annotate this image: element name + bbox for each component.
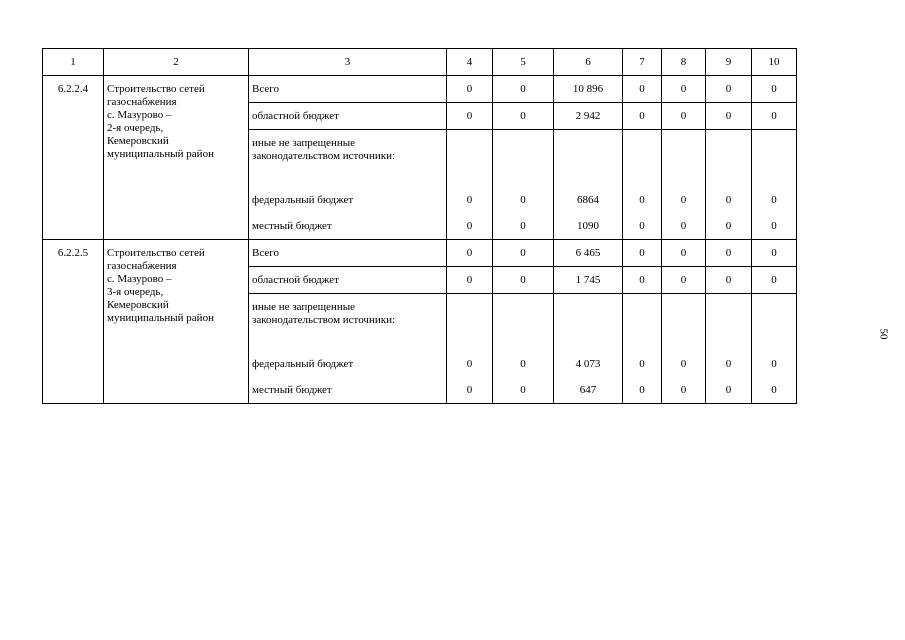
- value-cell: [752, 294, 797, 352]
- value-cell: 0: [623, 213, 662, 240]
- value-cell: 0: [493, 351, 554, 377]
- value-cell: 0: [752, 267, 797, 294]
- value-cell: 0: [493, 377, 554, 404]
- value-cell: [447, 130, 493, 188]
- value-cell: 0: [447, 76, 493, 103]
- value-cell: 0: [706, 377, 752, 404]
- value-cell: 0: [752, 103, 797, 130]
- value-cell: [493, 130, 554, 188]
- value-cell: [447, 294, 493, 352]
- value-cell: 0: [706, 76, 752, 103]
- item-name-line: с. Мазурово –: [107, 109, 172, 121]
- value-cell: 0: [752, 187, 797, 213]
- value-cell: 0: [706, 103, 752, 130]
- value-cell: 0: [623, 187, 662, 213]
- value-cell: 6864: [554, 187, 623, 213]
- source-label: местный бюджет: [249, 377, 447, 404]
- value-cell: 0: [623, 351, 662, 377]
- header-cell: 6: [554, 49, 623, 76]
- header-cell: 10: [752, 49, 797, 76]
- value-cell: 0: [662, 240, 706, 267]
- value-cell: 1 745: [554, 267, 623, 294]
- value-cell: 0: [623, 267, 662, 294]
- value-cell: [706, 294, 752, 352]
- value-cell: 0: [752, 213, 797, 240]
- value-cell: 0: [662, 267, 706, 294]
- source-group-label: [249, 294, 447, 352]
- value-cell: 0: [662, 76, 706, 103]
- page-number: 50: [877, 328, 890, 340]
- value-cell: 0: [447, 187, 493, 213]
- value-cell: 0: [662, 377, 706, 404]
- value-cell: 0: [706, 351, 752, 377]
- header-row: [43, 49, 797, 76]
- value-cell: 0: [447, 103, 493, 130]
- source-label: областной бюджет: [249, 103, 447, 130]
- value-cell: 1090: [554, 213, 623, 240]
- value-cell: 0: [662, 213, 706, 240]
- value-cell: 0: [493, 187, 554, 213]
- value-cell: 0: [623, 240, 662, 267]
- item-name-line: с. Мазурово –: [107, 273, 172, 285]
- budget-table: [42, 48, 797, 404]
- item-name-line: 3-я очередь,: [107, 286, 164, 298]
- value-cell: 647: [554, 377, 623, 404]
- header-cell: 1: [43, 49, 104, 76]
- value-cell: 0: [447, 240, 493, 267]
- value-cell: 0: [623, 76, 662, 103]
- value-cell: [554, 294, 623, 352]
- source-label: Всего: [249, 76, 447, 103]
- source-group-label: [249, 130, 447, 188]
- source-group-line: законодательством источники:: [252, 314, 396, 326]
- value-cell: 4 073: [554, 351, 623, 377]
- value-cell: [623, 294, 662, 352]
- source-group-line: иные не запрещенные: [252, 301, 356, 313]
- header-cell: 2: [104, 49, 249, 76]
- value-cell: 0: [662, 351, 706, 377]
- item-name-line: муниципальный район: [107, 148, 214, 160]
- value-cell: 2 942: [554, 103, 623, 130]
- value-cell: 0: [447, 377, 493, 404]
- value-cell: 0: [623, 377, 662, 404]
- value-cell: [493, 294, 554, 352]
- header-cell: 7: [623, 49, 662, 76]
- source-label: областной бюджет: [249, 267, 447, 294]
- table-row: [43, 76, 797, 103]
- value-cell: 0: [493, 240, 554, 267]
- header-cell: 5: [493, 49, 554, 76]
- header-cell: 4: [447, 49, 493, 76]
- item-name-line: газоснабжения: [107, 96, 177, 108]
- item-name-line: Строительство сетей: [107, 247, 205, 259]
- header-cell: 9: [706, 49, 752, 76]
- value-cell: [752, 130, 797, 188]
- value-cell: 0: [706, 187, 752, 213]
- header-cell: 3: [249, 49, 447, 76]
- source-group-line: законодательством источники:: [252, 150, 396, 162]
- source-label: федеральный бюджет: [249, 351, 447, 377]
- source-label: местный бюджет: [249, 213, 447, 240]
- value-cell: 0: [447, 213, 493, 240]
- value-cell: 0: [493, 213, 554, 240]
- source-label: федеральный бюджет: [249, 187, 447, 213]
- item-name-line: 2-я очередь,: [107, 122, 164, 134]
- header-cell: 8: [662, 49, 706, 76]
- item-name-line: Кемеровский: [107, 299, 169, 311]
- value-cell: 0: [493, 267, 554, 294]
- source-group-line: иные не запрещенные: [252, 137, 356, 149]
- value-cell: 0: [752, 76, 797, 103]
- value-cell: 0: [706, 240, 752, 267]
- item-name-line: Строительство сетей: [107, 83, 205, 95]
- value-cell: 10 896: [554, 76, 623, 103]
- item-name: [104, 240, 249, 404]
- source-label: Всего: [249, 240, 447, 267]
- value-cell: 0: [752, 351, 797, 377]
- value-cell: [554, 130, 623, 188]
- item-name-line: Кемеровский: [107, 135, 169, 147]
- value-cell: [623, 130, 662, 188]
- value-cell: 0: [493, 103, 554, 130]
- value-cell: 0: [447, 351, 493, 377]
- value-cell: 0: [706, 267, 752, 294]
- value-cell: 0: [752, 240, 797, 267]
- item-code: 6.2.2.4: [43, 76, 104, 240]
- value-cell: [706, 130, 752, 188]
- table-row: [43, 240, 797, 267]
- value-cell: 0: [752, 377, 797, 404]
- value-cell: [662, 294, 706, 352]
- value-cell: 0: [447, 267, 493, 294]
- item-name: [104, 76, 249, 240]
- value-cell: 0: [493, 76, 554, 103]
- value-cell: 6 465: [554, 240, 623, 267]
- value-cell: 0: [662, 103, 706, 130]
- item-name-line: газоснабжения: [107, 260, 177, 272]
- value-cell: 0: [662, 187, 706, 213]
- value-cell: 0: [623, 103, 662, 130]
- value-cell: 0: [706, 213, 752, 240]
- item-name-line: муниципальный район: [107, 312, 214, 324]
- value-cell: [662, 130, 706, 188]
- item-code: 6.2.2.5: [43, 240, 104, 404]
